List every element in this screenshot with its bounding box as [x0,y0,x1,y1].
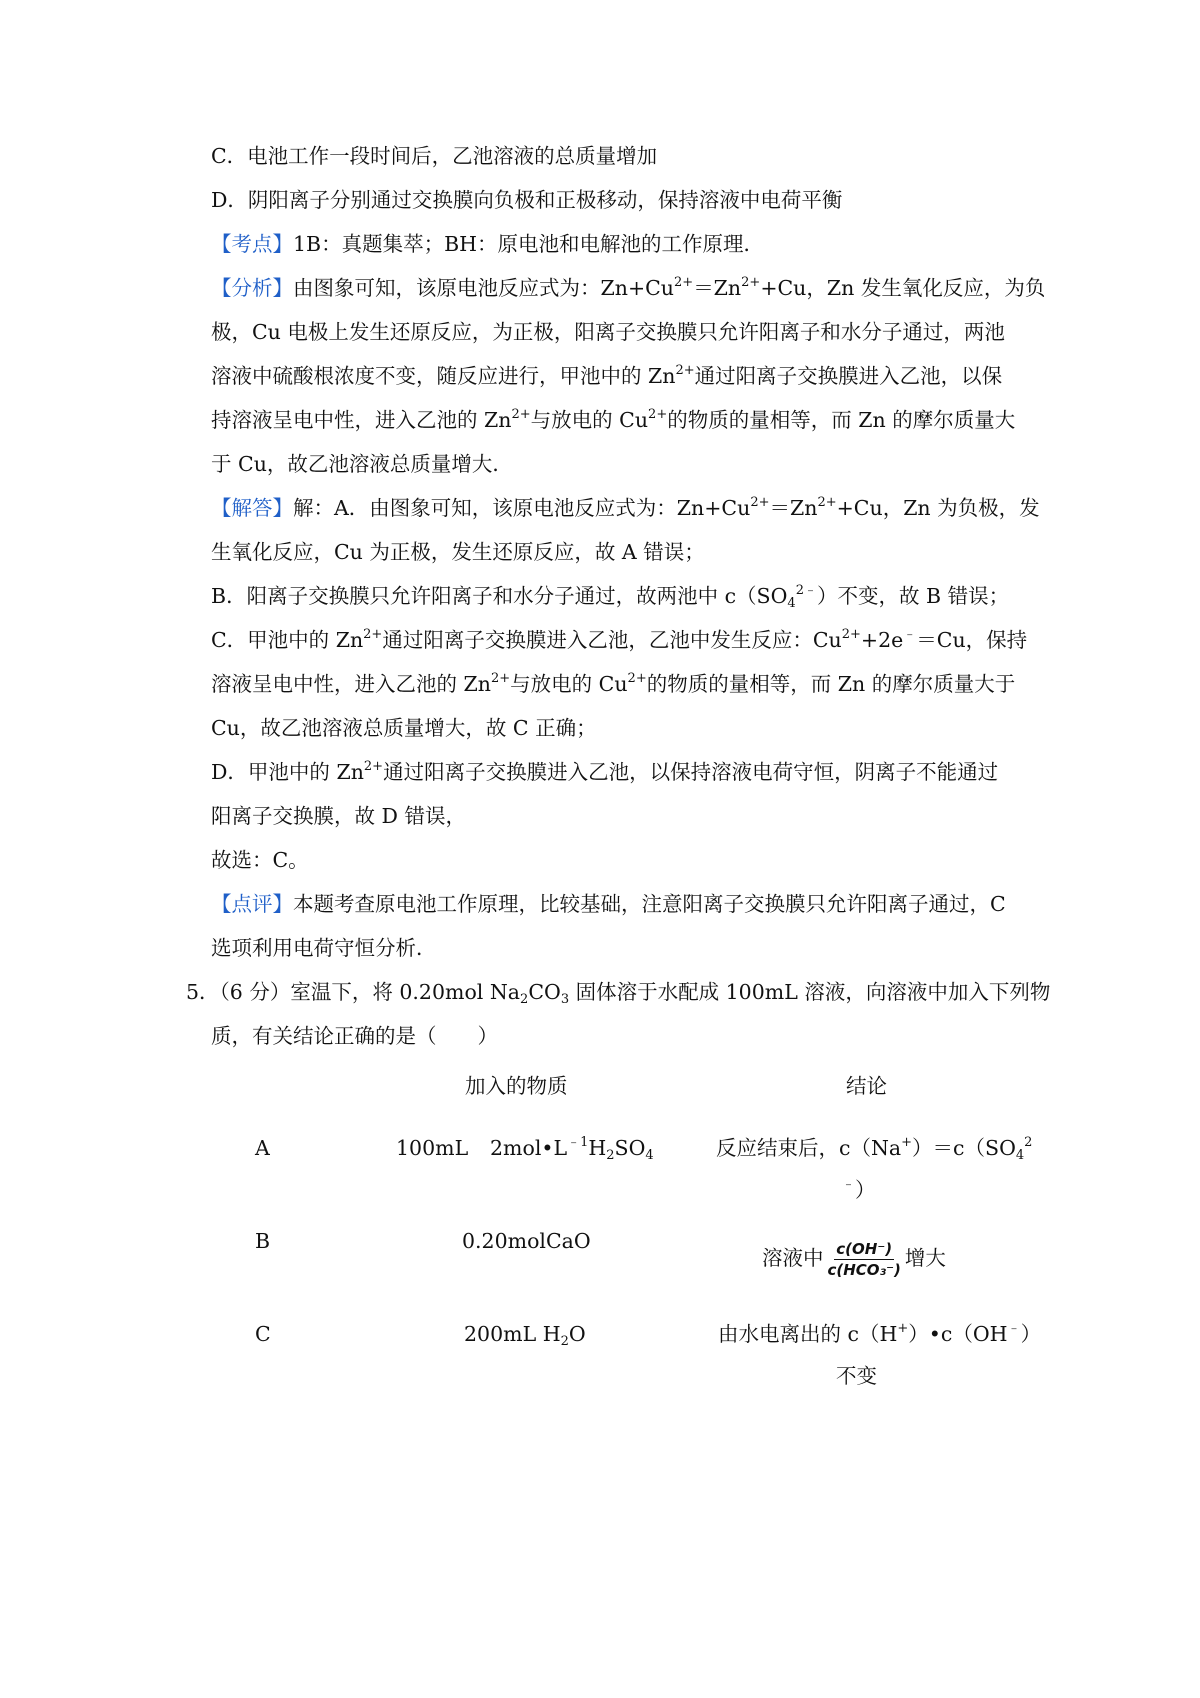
row-c-conclusion-line-1: 由水电离出的 c（H+）•c（OH﹣） [718,1321,1042,1346]
jieda-option-c-line-1: C．甲池中的 $Zn^{2+}$通过阳离子交换膜进入乙池，乙池中发生反应：$Cu^{2+}+2e^﹣=Cu$，保持 [211,627,1028,652]
jieda-answer: 故选：C。 [211,848,309,872]
dianping-line-2: 选项利用电荷守恒分析． [211,936,437,960]
row-a-conclusion-line-1: 反应结束后，$c(Na^+)=c(SO_4^2$ [716,1135,1033,1163]
jieda-tag: 【解答】 [211,496,293,520]
row-c-label: C [255,1322,271,1346]
row-a-substance: $2mol•L^{﹣1}H_2SO_4$ [490,1135,654,1163]
fenxi-line-2: 极，Cu 电极上发生还原反应，为正极，阳离子交换膜只允许阳离子和水分子通过，两池 [211,320,1005,344]
jieda-option-d-line-2: 阳离子交换膜，故 D 错误， [211,804,466,828]
fraction-denominator: c(HCO₃⁻) [827,1261,901,1279]
dianping-tag: 【点评】 [211,892,293,916]
jieda-line-1: 【解答】解：A．由图象可知，该原电池反应式为：$Zn+Cu^{2+}=Zn^{2+}+Cu$，Zn 为负极，发 [211,495,1040,520]
header-conclusion: 结论 [846,1074,887,1098]
jieda-option-b: B．阳离子交换膜只允许阳离子和水分子通过，故两池中 $c(SO_4^{2﹣})$不变，故 B 错误； [211,583,1010,611]
row-b-substance: 0.20molCaO [462,1229,591,1253]
header-substance: 加入的物质 [465,1074,568,1098]
fenxi-line-4: 持溶液呈电中性，进入乙池的 $Zn^{2+}$与放电的 $Cu^{2+}$的物质的量相等，而 Zn 的摩尔质量大 [211,407,1016,432]
row-b-conclusion: 溶液中 $\frac{c(OH^-)}{\text{c(HCO₃⁻)}}$ 增大 [762,1240,946,1279]
kaodian-text: 1B：真题集萃；BH：原电池和电解池的工作原理． [293,232,765,256]
question-5-line-1: 5．（6 分）室温下，将 0.20mol $Na_2CO_3$ 固体溶于水配成 100mL 溶液，向溶液中加入下列物 [186,980,1051,1007]
jieda-option-c-line-2: 溶液呈电中性，进入乙池的 $Zn^{2+}$与放电的 $Cu^{2+}$的物质的量相等，而 Zn 的摩尔质量大于 [211,671,1016,696]
jieda-option-c-line-3: Cu，故乙池溶液总质量增大，故 C 正确； [211,716,597,740]
row-c-substance: 200mL $H_2O$ [464,1322,586,1349]
row-a-conclusion-line-2: ﹣） [842,1177,876,1202]
option-d-prev: D．阴阳离子分别通过交换膜向负极和正极移动，保持溶液中电荷平衡 [211,188,843,212]
row-b-label: B [255,1229,271,1253]
fenxi-line-1: 【分析】由图象可知，该原电池反应式为：$Zn+Cu^{2+}=Zn^{2+}+Cu$，Zn 发生氧化反应，为负 [211,275,1046,300]
question-5-line-2: 质，有关结论正确的是（ ） [211,1024,498,1048]
jieda-line-2: 生氧化反应，Cu 为正极，发生还原反应，故 A 错误； [211,540,705,564]
row-c-conclusion-line-2: 不变 [836,1364,877,1388]
jieda-option-d-line-1: D．甲池中的 $Zn^{2+}$通过阳离子交换膜进入乙池，以保持溶液电荷守恒，阴离子不能通过 [211,759,999,784]
fenxi-line-3: 溶液中硫酸根浓度不变，随反应进行，甲池中的 $Zn^{2+}$通过阳离子交换膜进入乙池，以保 [211,363,1003,388]
option-c-prev: C．电池工作一段时间后，乙池溶液的总质量增加 [211,144,658,168]
fraction-numerator: c(OH⁻) [836,1240,893,1258]
fenxi-tag: 【分析】 [211,276,293,300]
kaodian-tag: 【考点】 [211,232,293,256]
kaodian-section [211,230,764,258]
fenxi-line-5: 于 Cu，故乙池溶液总质量增大． [211,452,513,476]
row-a-label: A [255,1136,270,1160]
row-a-amount: 100mL [396,1136,469,1160]
dianping-line-1: 【点评】本题考查原电池工作原理，比较基础，注意阳离子交换膜只允许阳离子通过，C [211,892,1006,916]
oh-over-hco3-fraction [826,1240,903,1279]
